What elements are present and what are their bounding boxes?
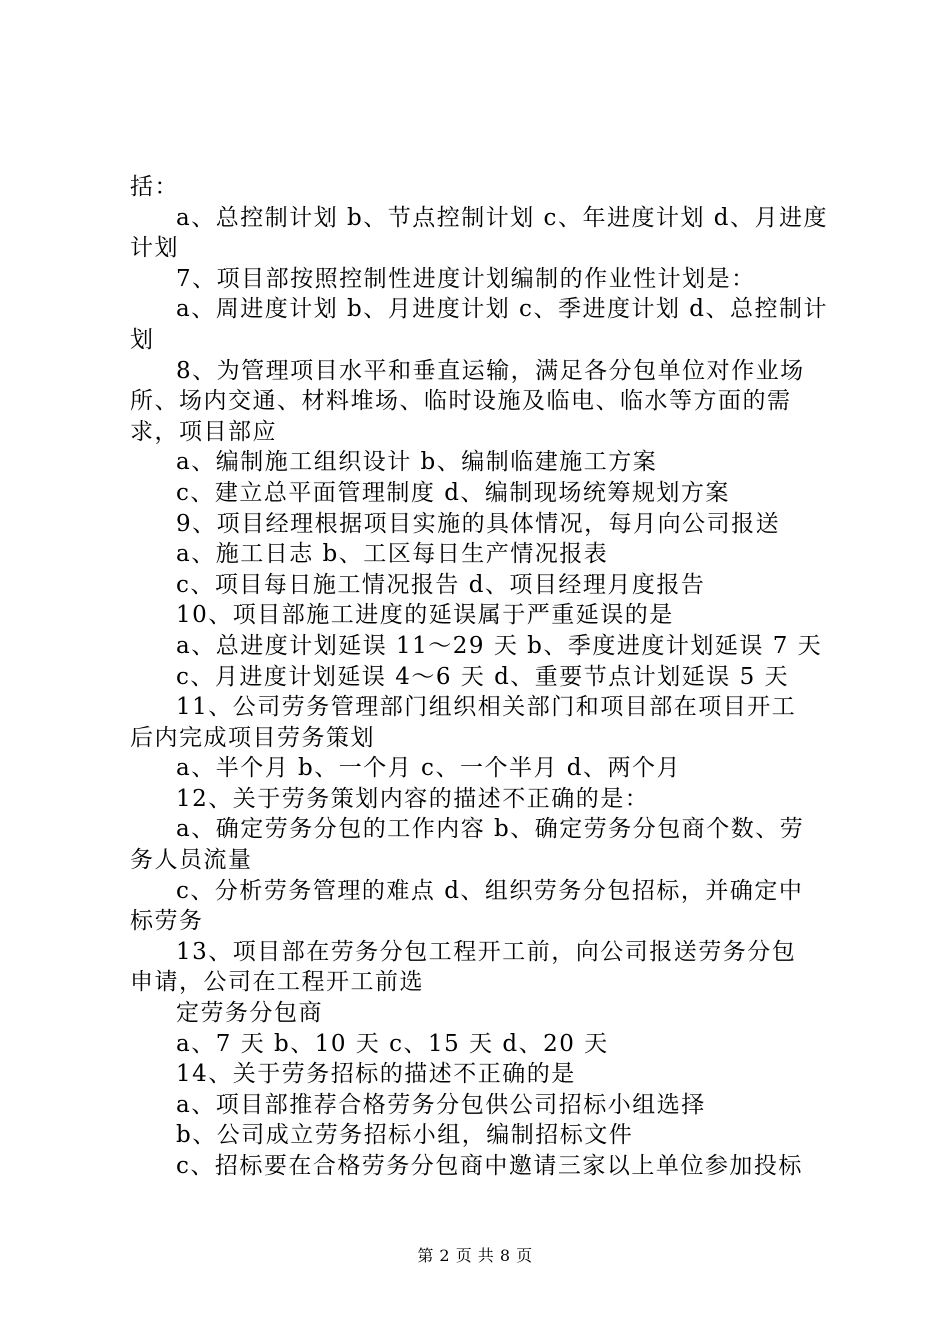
text-line: c、项目每日施工情况报告 d、项目经理月度报告 — [176, 571, 706, 598]
text-line: 括： — [130, 174, 179, 200]
text-line: 后内完成项目劳务策划 — [130, 724, 375, 751]
text-line: 求，项目部应 — [130, 418, 277, 445]
text-line: 9、项目经理根据项目实施的具体情况，每月向公司报送 — [176, 510, 781, 537]
text-line: 10、项目部施工进度的延误属于严重延误的是 — [176, 602, 674, 629]
text-line: a、确定劳务分包的工作内容 b、确定劳务分包商个数、劳 — [176, 816, 805, 843]
text-line: 14、关于劳务招标的描述不正确的是 — [176, 1061, 576, 1088]
text-line: b、公司成立劳务招标小组，编制招标文件 — [176, 1122, 634, 1149]
text-line: a、施工日志 b、工区每日生产情况报表 — [176, 541, 609, 568]
text-line: a、总进度计划延误 11～29 天 b、季度进度计划延误 7 天 — [176, 632, 823, 659]
text-line: a、总控制计划 b、节点控制计划 c、年进度计划 d、月进度 — [176, 204, 828, 231]
text-line: a、半个月 b、一个月 c、一个半月 d、两个月 — [176, 755, 681, 782]
text-line: a、周进度计划 b、月进度计划 c、季进度计划 d、总控制计 — [176, 296, 828, 323]
text-line: a、7 天 b、10 天 c、15 天 d、20 天 — [176, 1030, 609, 1057]
text-line: c、分析劳务管理的难点 d、组织劳务分包招标，并确定中 — [176, 877, 804, 904]
document-body — [130, 172, 835, 1182]
text-line: c、月进度计划延误 4～6 天 d、重要节点计划延误 5 天 — [176, 663, 790, 690]
text-line: 12、关于劳务策划内容的描述不正确的是： — [176, 785, 650, 812]
page-number-label: 第 2 页 共 8 页 — [417, 1246, 533, 1265]
text-line: 定劳务分包商 — [176, 1000, 323, 1027]
text-line: c、招标要在合格劳务分包商中邀请三家以上单位参加投标 — [176, 1153, 803, 1179]
text-line: 11、公司劳务管理部门组织相关部门和项目部在项目开工 — [176, 694, 797, 721]
text-line: a、项目部推荐合格劳务分包供公司招标小组选择 — [176, 1091, 706, 1118]
text-line: 7、项目部按照控制性进度计划编制的作业性计划是： — [176, 265, 756, 292]
text-line: a、编制施工组织设计 b、编制临建施工方案 — [176, 449, 658, 476]
text-line: 划 — [130, 326, 155, 353]
text-line: 所、场内交通、材料堆场、临时设施及临电、临水等方面的需 — [130, 388, 792, 415]
text-line: 申请，公司在工程开工前选 — [130, 969, 424, 996]
text-line: c、建立总平面管理制度 d、编制现场统筹规划方案 — [176, 479, 730, 506]
text-line: 标劳务 — [130, 908, 204, 935]
text-line: 8、为管理项目水平和垂直运输，满足各分包单位对作业场 — [176, 357, 805, 384]
text-line: 计划 — [130, 235, 179, 262]
text-line: 13、项目部在劳务分包工程开工前，向公司报送劳务分包 — [176, 938, 797, 965]
page-footer — [0, 1243, 950, 1266]
text-line: 务人员流量 — [130, 847, 253, 874]
